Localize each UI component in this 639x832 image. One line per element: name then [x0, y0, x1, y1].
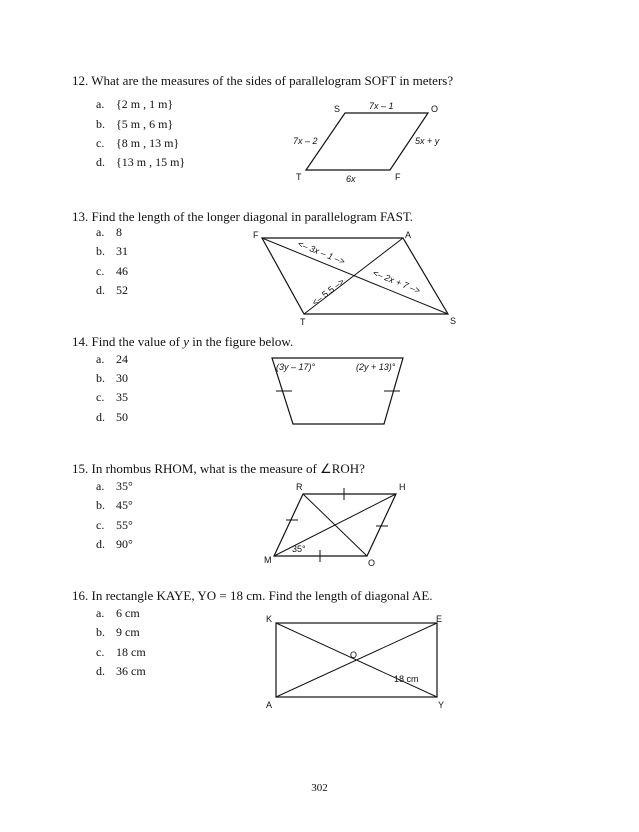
- option-letter: b.: [96, 117, 105, 131]
- side-label-right: 5x + y: [415, 136, 440, 146]
- center-label-o: O: [350, 650, 358, 660]
- parallelogram-soft-shape: [306, 113, 428, 170]
- option-text: {2 m , 1 m}: [116, 97, 174, 111]
- option-text: 46: [116, 264, 128, 278]
- vertex-label-m: M: [264, 555, 272, 565]
- vertex-label-e: E: [436, 614, 443, 624]
- vertex-label-k: K: [266, 614, 273, 624]
- vertex-label-a: A: [405, 230, 412, 240]
- option-text: 9 cm: [116, 625, 140, 639]
- option-letter: a.: [96, 225, 105, 239]
- option-letter: c.: [96, 264, 105, 278]
- vertex-label-s: S: [334, 104, 341, 114]
- vertex-label-t: T: [296, 172, 302, 182]
- question-number: 14.: [72, 334, 89, 349]
- option-text: 50: [116, 410, 128, 424]
- option-text: 90°: [116, 537, 133, 551]
- vertex-label-f: F: [253, 230, 259, 240]
- question-number: 13.: [72, 209, 89, 224]
- option-letter: d.: [96, 410, 105, 424]
- option-text: 8: [116, 225, 122, 239]
- option-letter: d.: [96, 283, 105, 297]
- option-letter: d.: [96, 664, 105, 678]
- vertex-label-h: H: [399, 482, 406, 492]
- question-text: In rectangle KAYE, YO = 18 cm. Find the length of diagonal AE.: [91, 588, 433, 603]
- option-letter: d.: [96, 155, 105, 169]
- vertex-label-t: T: [300, 317, 306, 327]
- figure-15-rhombus-rhom: [264, 482, 406, 568]
- option-text: 36 cm: [116, 664, 146, 678]
- vertex-label-y: Y: [438, 700, 445, 710]
- figure-16-rectangle-kaye: [266, 614, 444, 710]
- segment-label-3x: <– 3x – 1 –>: [296, 238, 347, 267]
- segment-label-5-5: <– 5.5 –>: [310, 276, 347, 308]
- option-text: 35: [116, 390, 128, 404]
- vertex-label-o: O: [431, 104, 439, 114]
- question-text: What are the measures of the sides of parallelogram SOFT in meters?: [91, 73, 454, 88]
- option-text: {8 m , 13 m}: [116, 136, 180, 150]
- figure-14-trapezoid: [272, 358, 403, 424]
- question-text-before: Find the value of: [91, 334, 184, 349]
- vertex-label-r: R: [296, 482, 303, 492]
- option-text: 31: [116, 244, 128, 258]
- option-letter: c.: [96, 645, 105, 659]
- option-letter: b.: [96, 371, 105, 385]
- angle-label-right: (2y + 13)°: [356, 362, 396, 372]
- vertex-label-o: O: [368, 558, 376, 568]
- side-label-left: 7x – 2: [293, 136, 318, 146]
- question-number: 12.: [72, 73, 89, 88]
- option-text: 35°: [116, 479, 133, 493]
- option-text: 55°: [116, 518, 133, 532]
- option-text: 18 cm: [116, 645, 146, 659]
- option-letter: b.: [96, 244, 105, 258]
- vertex-label-s: S: [450, 316, 457, 326]
- option-text: 6 cm: [116, 606, 140, 620]
- question-number: 16.: [72, 588, 89, 603]
- option-text: {5 m , 6 m}: [116, 117, 174, 131]
- option-letter: c.: [96, 390, 105, 404]
- option-letter: a.: [96, 97, 105, 111]
- question-text: Find the length of the longer diagonal in parallelogram FAST.: [91, 209, 414, 224]
- angle-label-35: 35°: [292, 544, 306, 554]
- question-text-after: in the figure below.: [189, 334, 294, 349]
- option-letter: a.: [96, 479, 105, 493]
- option-text: 30: [116, 371, 128, 385]
- side-label-bottom: 6x: [346, 174, 356, 184]
- question-number: 15.: [72, 461, 89, 476]
- diagonal-fs: [262, 238, 448, 314]
- vertex-label-f: F: [395, 172, 401, 182]
- option-letter: b.: [96, 625, 105, 639]
- vertex-label-a: A: [266, 700, 273, 710]
- question-variable: y: [183, 334, 189, 349]
- option-letter: d.: [96, 537, 105, 551]
- option-letter: a.: [96, 352, 105, 366]
- option-letter: a.: [96, 606, 105, 620]
- option-letter: b.: [96, 498, 105, 512]
- angle-label-left: (3y – 17)°: [276, 362, 316, 372]
- figure-13-parallelogram-fast: [253, 230, 456, 327]
- side-label-top: 7x – 1: [369, 101, 394, 111]
- option-text: 45°: [116, 498, 133, 512]
- option-letter: c.: [96, 136, 105, 150]
- option-text: 24: [116, 352, 128, 366]
- segment-label-2x: <– 2x + 7 –>: [371, 267, 422, 296]
- page-number: 302: [311, 782, 328, 794]
- figure-12-parallelogram-soft: [293, 101, 440, 184]
- question-text: In rhombus RHOM, what is the measure of ∠ROH?: [91, 461, 365, 476]
- option-text: {13 m , 15 m}: [116, 155, 186, 169]
- option-letter: c.: [96, 518, 105, 532]
- length-label-yo: 18 cm: [394, 674, 419, 684]
- option-text: 52: [116, 283, 128, 297]
